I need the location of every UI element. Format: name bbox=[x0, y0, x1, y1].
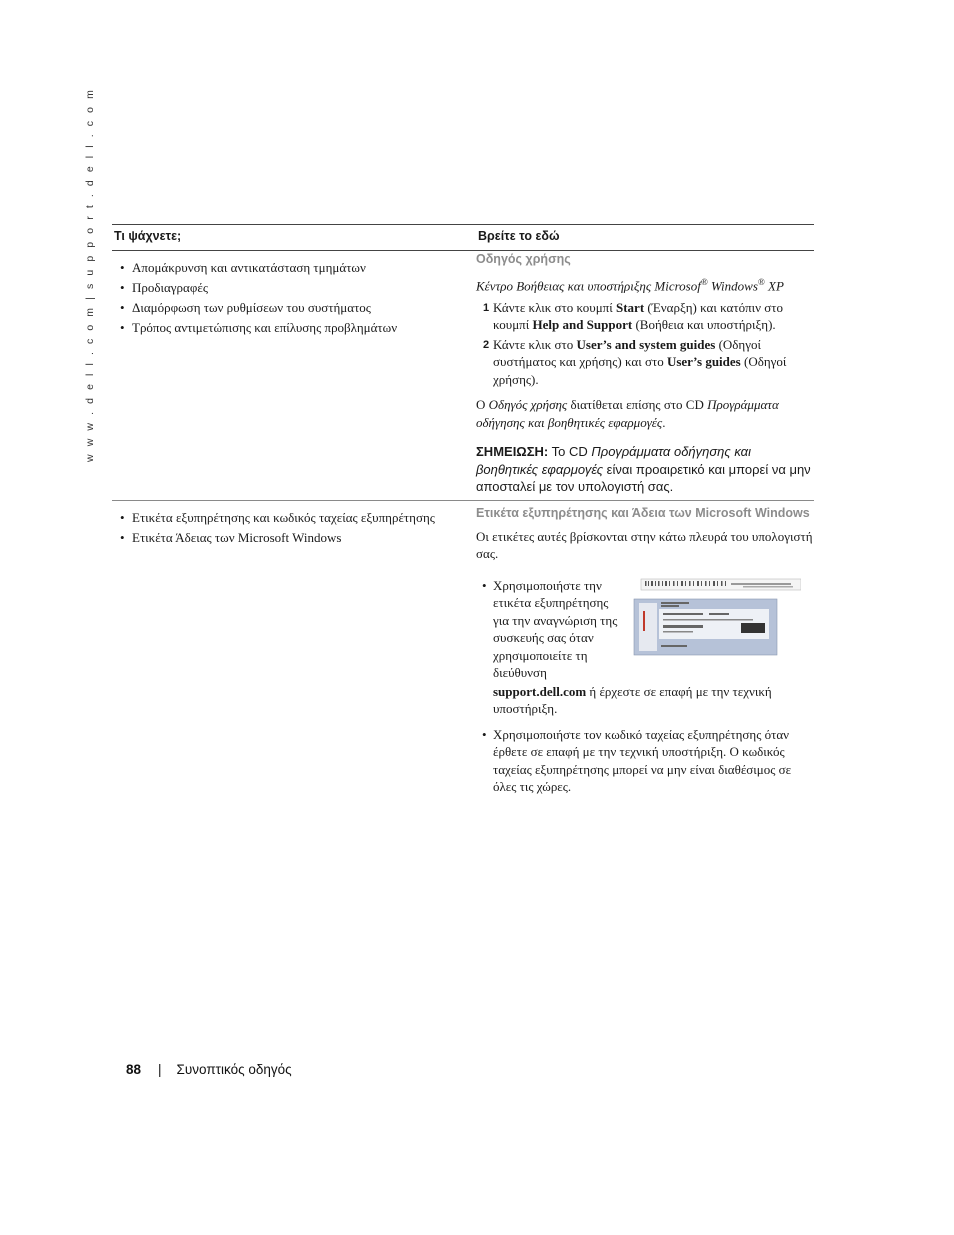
bullet-express-code: • Χρησιμοποιήστε τον κωδικό ταχείας εξυπηρέτησης όταν έρθετε σε επαφή με την τεχνική υποστήριξη. Ο κωδικός ταχείας εξυπηρέτησης μπορεί να μην είναι διαθέσιμος σε όλες τις χώρες. bbox=[476, 726, 814, 796]
step-number: 2 bbox=[483, 338, 490, 351]
support-link: support.dell.com bbox=[493, 683, 587, 699]
footer-separator: | bbox=[158, 1062, 162, 1077]
page-number: 88 bbox=[126, 1062, 142, 1077]
note-block: ΣΗΜΕΙΩΣΗ: Το CD Προγράμματα οδήγησης και βοηθητικές εφαρμογές είναι προαιρετικό και μπορεί να μην αποσταλεί με τον υπολογιστή σας. bbox=[476, 444, 811, 495]
table-header-row bbox=[112, 225, 814, 251]
section-heading-user-guide: Οδηγός χρήσης bbox=[476, 252, 571, 266]
steps-list bbox=[476, 299, 814, 389]
step-number: 1 bbox=[483, 301, 490, 314]
service-tag-label-image bbox=[631, 577, 801, 661]
note-label: ΣΗΜΕΙΩΣΗ: bbox=[476, 444, 549, 460]
footer-title: Συνοπτικός οδηγός bbox=[176, 1062, 292, 1077]
list-item: • Προδιαγραφές bbox=[120, 280, 476, 296]
bullet-service-tag-text: • Χρησιμοποιήστε την ετικέτα εξυπηρέτησης για την αναγνώριση της συσκευής σας όταν χρησιμοποιείτε τη διεύθυνση bbox=[493, 577, 618, 681]
bullet-service-tag-continuation: support.dell.com ή έρχεστε σε επαφή με την τεχνική υποστήριξη. bbox=[493, 683, 772, 717]
needs-list bbox=[112, 501, 476, 546]
cd-availability-text: Ο Οδηγός χρήσης διατίθεται επίσης στο CD Προγράμματα οδήγησης και βοηθητικές εφαρμογές. bbox=[476, 397, 779, 430]
list-item: • Ετικέτα Άδειας των Microsoft Windows bbox=[120, 530, 476, 546]
page-footer bbox=[126, 1062, 292, 1077]
service-tag-label-icon bbox=[631, 577, 801, 661]
header-find-it-here: Βρείτε το εδώ bbox=[476, 225, 814, 251]
help-center-path: Κέντρο Βοήθειας και υποστήριξης Microsof® Windows® XP bbox=[476, 277, 784, 294]
labels-intro: Οι ετικέτες αυτές βρίσκονται στην κάτω πλευρά του υπολογιστή σας. bbox=[476, 528, 813, 562]
list-item: • Διαμόρφωση των ρυθμίσεων του συστήματος bbox=[120, 300, 476, 316]
section-heading-service-tag: Ετικέτα εξυπηρέτησης και Άδεια των Microsoft Windows bbox=[476, 505, 810, 520]
table-row bbox=[112, 251, 814, 501]
needs-cell bbox=[112, 251, 476, 501]
source-cell bbox=[476, 251, 814, 501]
side-url-margin: w w w . d e l l . c o m | s u p p o r t . d e l l . c o m bbox=[84, 87, 96, 462]
list-item: • Τρόπος αντιμετώπισης και επίλυσης προβλημάτων bbox=[120, 320, 476, 336]
source-cell bbox=[476, 500, 814, 796]
table-row bbox=[112, 500, 814, 796]
list-item: • Απομάκρυνση και αντικατάσταση τμημάτων bbox=[120, 260, 476, 276]
header-what-looking-for: Τι ψάχνετε; bbox=[112, 225, 476, 251]
reference-table bbox=[112, 224, 814, 796]
needs-cell bbox=[112, 500, 476, 796]
bullet-service-tag bbox=[476, 577, 814, 718]
step-1: 1 Κάντε κλικ στο κουμπί Start (Έναρξη) και κατόπιν στο κουμπί Help and Support (Βοήθεια και υποστήριξη). bbox=[483, 299, 784, 333]
list-item: • Ετικέτα εξυπηρέτησης και κωδικός ταχείας εξυπηρέτησης bbox=[120, 510, 476, 526]
needs-list bbox=[112, 251, 476, 336]
step-2: 2 Κάντε κλικ στο User’s and system guides (Οδηγοί συστήματος και χρήσης) και στο User’s guides (Οδηγοί χρήσης). bbox=[483, 336, 787, 387]
